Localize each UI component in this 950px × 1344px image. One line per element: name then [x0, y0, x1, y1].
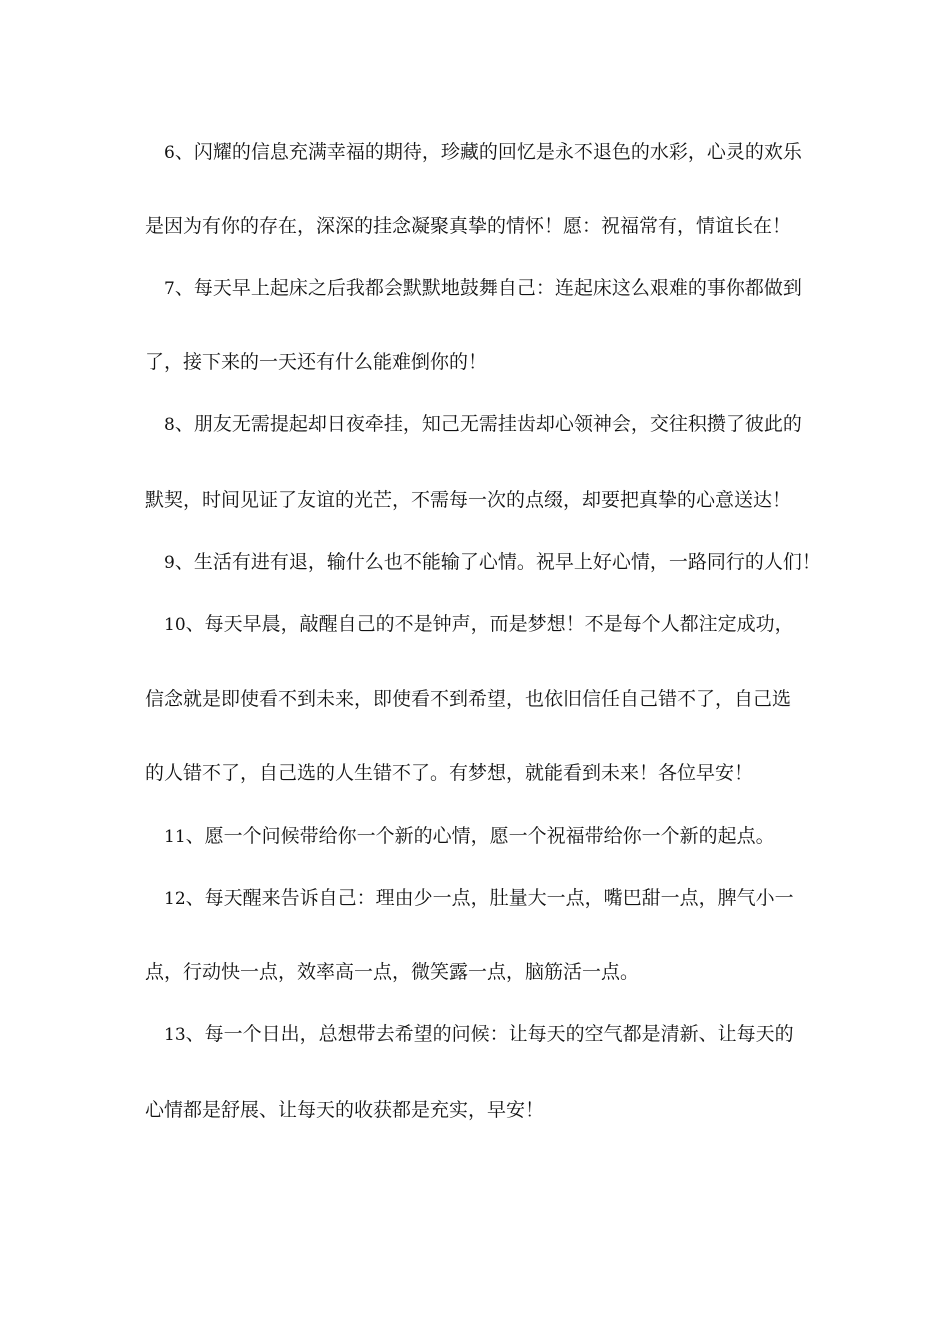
paragraph-number: 8 — [164, 415, 175, 435]
paragraph-7-line-1 — [164, 275, 844, 302]
paragraph-text: 心情都是舒展、让每天的收获都是充实，早安！ — [145, 1099, 545, 1121]
paragraph-10-line-2 — [145, 686, 825, 712]
paragraph-text: 点，行动快一点，效率高一点，微笑露一点，脑筋活一点。 — [145, 961, 640, 983]
paragraph-12-line-2 — [145, 959, 825, 985]
paragraph-number: 11 — [164, 827, 186, 847]
paragraph-7-line-2 — [145, 349, 825, 375]
paragraph-text: 、闪耀的信息充满幸福的期待，珍藏的回忆是永不退色的水彩，心灵的欢乐 — [174, 141, 802, 163]
paragraph-text: 、每天早晨，敲醒自己的不是钟声，而是梦想！不是每个人都注定成功， — [185, 613, 794, 635]
paragraph-text: 是因为有你的存在，深深的挂念凝聚真挚的情怀！愿：祝福常有，情谊长在！ — [145, 215, 792, 237]
paragraph-text: 了，接下来的一天还有什么能难倒你的！ — [145, 351, 488, 373]
paragraph-text: 信念就是即使看不到未来，即使看不到希望，也依旧信任自己错不了，自己选 — [145, 688, 792, 710]
paragraph-number: 7 — [164, 279, 175, 299]
paragraph-text: 、愿一个问候带给你一个新的心情，愿一个祝福带给你一个新的起点。 — [185, 825, 775, 847]
paragraph-10-line-1 — [164, 611, 844, 638]
paragraph-text: 默契，时间见证了友谊的光芒，不需每一次的点缀，却要把真挚的心意送达！ — [145, 489, 792, 511]
paragraph-text: 、朋友无需提起却日夜牵挂，知己无需挂齿却心领神会，交往积攒了彼此的 — [174, 413, 802, 435]
paragraph-11-line-1 — [164, 823, 844, 850]
paragraph-6-line-1 — [164, 139, 844, 166]
paragraph-number: 10 — [164, 615, 186, 635]
paragraph-12-line-1 — [164, 885, 844, 912]
paragraph-number: 13 — [164, 1025, 186, 1045]
paragraph-13-line-2 — [145, 1097, 825, 1123]
paragraph-text: 、每一个日出，总想带去希望的问候：让每天的空气都是清新、让每天的 — [185, 1023, 794, 1045]
paragraph-13-line-1 — [164, 1021, 844, 1048]
paragraph-6-line-2 — [145, 213, 825, 239]
paragraph-number: 6 — [164, 143, 175, 163]
paragraph-text: 、每天早上起床之后我都会默默地鼓舞自己：连起床这么艰难的事你都做到 — [174, 277, 802, 299]
paragraph-text: 、生活有进有退，输什么也不能输了心情。祝早上好心情，一路同行的人们！ — [174, 551, 821, 573]
paragraph-number: 9 — [164, 553, 175, 573]
paragraph-number: 12 — [164, 889, 186, 909]
paragraph-text: 、每天醒来告诉自己：理由少一点，肚量大一点，嘴巴甜一点，脾气小一 — [185, 887, 794, 909]
paragraph-8-line-1 — [164, 411, 844, 438]
paragraph-9-line-1 — [164, 549, 844, 576]
paragraph-10-line-3 — [145, 760, 825, 786]
paragraph-8-line-2 — [145, 487, 825, 513]
paragraph-text: 的人错不了，自己选的人生错不了。有梦想，就能看到未来！各位早安！ — [145, 762, 754, 784]
